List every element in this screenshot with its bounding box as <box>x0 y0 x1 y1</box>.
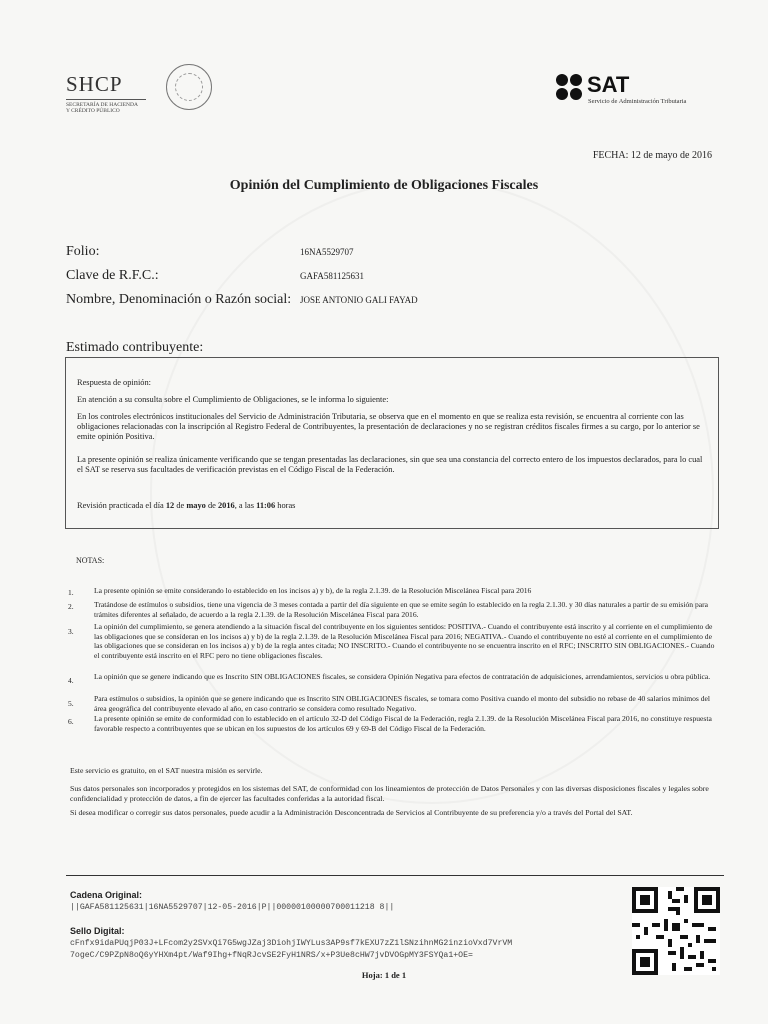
shcp-subtitle-2: Y CRÉDITO PÚBLICO <box>66 108 120 114</box>
greeting: Estimado contribuyente: <box>66 340 204 355</box>
response-heading: Respuesta de opinión: <box>77 378 151 387</box>
sat-dots-icon <box>556 74 584 104</box>
national-seal-icon <box>166 64 212 110</box>
response-paragraph-3: La presente opinión se realiza únicamente verificando que se tengan presentadas las declaraciones, sin que sea una constancia del correcto entero de los impuestos declarados, para lo cual el SAT se reserva sus facultades de verificación previstas en el Código Fiscal de la Federación. <box>77 455 703 474</box>
field-label: Clave de R.F.C.: <box>66 268 159 283</box>
document-date: FECHA: 12 de mayo de 2016 <box>592 150 712 161</box>
footer-correction-note: Si desea modificar o corregir sus datos personales, puede acudir a la Administración Desconcentrada de Servicios al Contribuyente de su preferencia y/o a través del Portal del SAT. <box>70 808 633 817</box>
note-text: La presente opinión se emite de conformidad con lo establecido en el artículo 32-D del Código Fiscal de la Federación, regla 2.1.39. de la Resolución Miscelánea Fiscal para 2016, no constituye respuesta favorable respecto a contribuyentes que se ubican en los supuestos de los artículos 69 y 69-B del Código Fiscal de la Federación. <box>94 714 712 733</box>
sat-subtitle: Servicio de Administración Tributaria <box>588 98 687 105</box>
note-number: 3. <box>68 627 74 636</box>
sat-logo-text: SAT <box>587 72 630 97</box>
footer-privacy-note: Sus datos personales son incorporados y protegidos en los sistemas del SAT, de conformidad con los lineamientos de protección de Datos Personales y con las diversas disposiciones fiscales y legales sobre confidencialidad y protección de datos, a fin de ejercer las facultades conferidas a la autoridad fiscal. <box>70 784 709 803</box>
note-text: La opinión del cumplimiento, se genera atendiendo a la situación fiscal del contribuyente en los siguientes sentidos: POSITIVA.- Cuando el contribuyente está inscrito y al corriente en el cumplimiento de las obligaciones que se consideran en los incisos a) y b) de la regla 2.1.39. de la Resolución Miscelánea Fiscal para 2016; NEGATIVA.- Cuando el contribuyente no esté al corriente en el cumplimiento de las obligaciones que se consideran en los incisos a) y b) de la regla antes citada; NO INSCRITO.- Cuando el contribuyente no se encuentra inscrito en el RFC; INSCRITO SIN OBLIGACIONES.- Cuando el contribuyente está inscrito en el RFC pero no tiene obligaciones fiscales. <box>94 622 715 660</box>
shcp-title: SHCP <box>66 72 123 96</box>
divider <box>66 875 724 876</box>
field-value: JOSE ANTONIO GALI FAYAD <box>300 295 418 305</box>
shcp-logo <box>66 72 146 114</box>
note-number: 4. <box>68 676 74 685</box>
cadena-original-value: ||GAFA581125631|16NA5529707|12-05-2016|P||00000100000700011218 8|| <box>70 903 395 912</box>
note-number: 5. <box>68 699 74 708</box>
document-title: Opinión del Cumplimiento de Obligaciones Fiscales <box>229 178 539 193</box>
page-indicator: Hoja: 1 de 1 <box>361 970 407 980</box>
shcp-subtitle-1: SECRETARÍA DE HACIENDA <box>66 102 138 108</box>
field-value: 16NA5529707 <box>300 247 354 257</box>
sello-digital-line-1: cFnfx9idaPUqjP03J+LFcom2y2SVxQi7G5wgJZaj3DiohjIWYLus3AP9sf7kEXU7zZ1lSNzihnMG2inzioVxd7VrVM <box>70 939 513 948</box>
response-paragraph-2: En los controles electrónicos institucionales del Servicio de Administración Tributaria, se observa que en el momento en que se realiza esta revisión, se encuentra al corriente con las obligaciones relacionadas con la inscripción al Registro Federal de Contribuyentes, la presentación de declaraciones y no se registran créditos fiscales firmes a su cargo, por lo anterior se emite opinión Positiva. <box>77 412 700 441</box>
sello-digital-label: Sello Digital: <box>70 926 125 936</box>
note-number: 1. <box>68 588 74 597</box>
opinion-response-box <box>65 357 719 529</box>
notes-heading: NOTAS: <box>76 556 105 565</box>
sello-digital-line-2: 7ogeC/C9PZpN8oQ6yYHXm4pt/Waf9Ihg+fNqRJcvSE2FyH1NRS/x+P3Ue8cHW7jvDVOGpMY3FSYQa1+OE= <box>70 951 473 960</box>
field-value: GAFA581125631 <box>300 271 365 281</box>
cadena-original-label: Cadena Original: <box>70 890 143 900</box>
footer-service-note: Este servicio es gratuito, en el SAT nuestra misión es servirle. <box>70 766 263 775</box>
note-text: La opinión que se genere indicando que es Inscrito SIN OBLIGACIONES fiscales, se considera Opinión Negativa para efectos de contratación de adquisiciones, arrendamientos, servicios u obra pública. <box>94 672 711 681</box>
qr-finder <box>694 887 720 913</box>
qr-finder <box>632 887 658 913</box>
note-text: Tratándose de estímulos o subsidios, tiene una vigencia de 3 meses contada a partir del día siguiente en que se emite según lo establecido en la regla 2.1.30. y 30 días naturales a partir de su emisión para trámites diferentes al señalado, de acuerdo a la regla 2.1.39. de la Resolución Miscelánea Fiscal para 2016. <box>94 600 709 619</box>
field-label: Folio: <box>66 244 100 259</box>
qr-code-icon <box>632 887 720 975</box>
field-label: Nombre, Denominación o Razón social: <box>66 292 292 307</box>
note-text: La presente opinión se emite considerando lo establecido en los incisos a) y b), de la regla 2.1.39. de la Resolución Miscelánea Fiscal para 2016 <box>94 586 532 595</box>
note-number: 2. <box>68 602 74 611</box>
response-paragraph-1: En atención a su consulta sobre el Cumplimiento de Obligaciones, se le informa lo siguiente: <box>77 395 389 404</box>
note-text: Para estímulos o subsidios, la opinión que se genere indicando que es Inscrito SIN OBLIGACIONES fiscales, se tomara como Positiva cuando el monto del subsidio no rebase de 40 salarios mínimos del área geográfica del contribuyente elevado al año, en caso contrario se considera como resultado Negativo. <box>94 694 711 713</box>
note-number: 6. <box>68 717 74 726</box>
revision-line: Revisión practicada el día 12 de mayo de 2016, a las 11:06 horas <box>77 501 296 510</box>
